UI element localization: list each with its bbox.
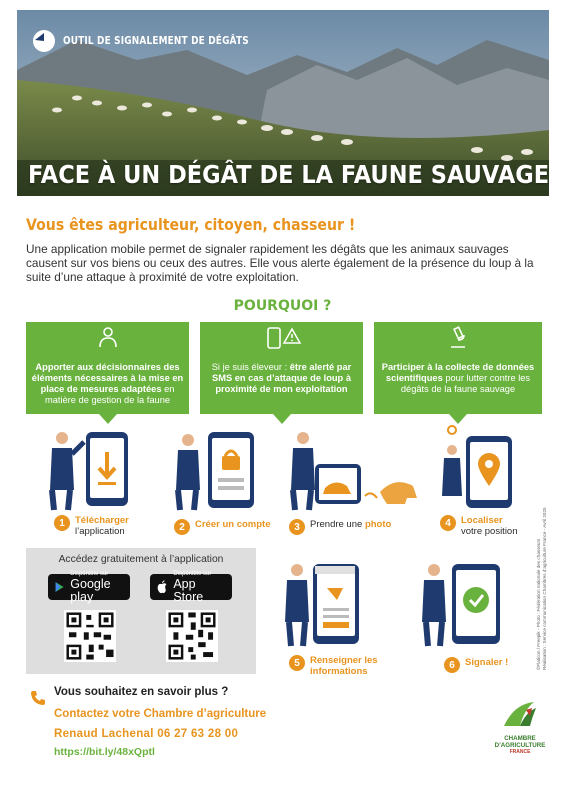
reason-box-alert	[200, 322, 363, 414]
logo-line-3: FRANCE	[509, 749, 531, 755]
intro-paragraph: Une application mobile permet de signaler rapidement les dégâts que les animaux sauvages causent sur vos biens ou ceux des autres. Elle vous alerte également de la présence du loup à la suite d’une attaque à proximité de votre exploitation.	[26, 242, 534, 284]
reason-box-science	[374, 322, 542, 414]
step-1-action: Télécharger	[75, 515, 129, 526]
tool-badge	[33, 30, 282, 52]
account-illustration	[170, 428, 270, 513]
reason-2-pre: Si je suis éleveur :	[211, 362, 290, 372]
step-number: 2	[174, 519, 190, 535]
step-fill-info	[289, 655, 390, 677]
logo-line-2: D’AGRICULTURE	[494, 742, 546, 749]
google-play-icon	[54, 580, 65, 594]
download-panel	[26, 548, 256, 674]
logo-mark-icon	[500, 700, 540, 730]
chambre-agriculture-logo	[488, 700, 552, 755]
download-illustration	[40, 428, 140, 513]
reason-3-bold: Participer à la collecte de données scientifiques	[381, 362, 535, 383]
why-heading: POURQUOI ?	[233, 298, 332, 314]
phone-icon	[30, 690, 46, 706]
reason-3-rest: pour lutter contre les dégâts de la faune sauvage	[400, 373, 531, 394]
phone-alert-icon	[262, 326, 302, 350]
step-locate	[440, 515, 518, 537]
decision-maker-icon	[98, 326, 118, 348]
step-report	[444, 657, 508, 673]
credits-line-2: Réalisation : Service communication Chambres d’agriculture France - Avril 2025	[542, 507, 547, 670]
step-3-action: photo	[364, 519, 392, 530]
contact-person-phone[interactable]: Renaud Lachenal 06 27 63 28 00	[54, 728, 239, 740]
credits-line-1: ©Flaticon / Freepik - Photo : Fédération nationale des chasseurs	[536, 538, 541, 670]
step-number: 3	[289, 519, 305, 535]
page-title: FACE À UN DÉGÂT DE LA FAUNE SAUVAGE	[28, 160, 549, 189]
step-1-text: l’application	[75, 526, 125, 537]
step-number: 5	[289, 655, 305, 671]
apple-big-text: App Store	[173, 576, 204, 604]
step-2-action: Créer un compte	[195, 519, 271, 530]
megaphone-icon	[33, 30, 55, 52]
reason-2-bold: être alerté par SMS en cas d’attaque de loup à proximité de mon exploitation	[212, 362, 352, 394]
step-photo	[289, 519, 391, 535]
form-illustration	[285, 560, 365, 650]
step-number: 6	[444, 657, 460, 673]
location-illustration	[438, 422, 528, 512]
download-panel-label: Accédez gratuitement à l’application	[58, 554, 224, 565]
report-illustration	[420, 560, 510, 650]
logo-line-1: CHAMBRE	[504, 735, 536, 742]
app-store-qr-code[interactable]	[166, 610, 218, 662]
hero-banner	[17, 10, 549, 196]
apple-small-text: Disponible sur	[173, 570, 212, 577]
photo-illustration	[285, 428, 425, 513]
google-small-text: Disponible sur	[70, 570, 109, 577]
reason-1-rest: en matière de gestion de la faune	[44, 384, 175, 405]
step-4-action: Localiser	[461, 515, 503, 526]
step-5-action: Renseigner les informations	[310, 655, 378, 677]
step-number: 4	[440, 515, 456, 531]
google-big-text: Google play	[70, 576, 111, 604]
reason-box-decision	[26, 322, 189, 414]
tool-tag: OUTIL DE SIGNALEMENT DE DÉGÂTS	[63, 35, 249, 47]
google-play-badge[interactable]	[48, 570, 130, 604]
apple-icon	[156, 580, 168, 594]
audience-heading: Vous êtes agriculteur, citoyen, chasseur !	[26, 215, 356, 234]
app-store-badge[interactable]	[150, 570, 232, 604]
microscope-icon	[447, 326, 469, 350]
step-6-action: Signaler !	[465, 657, 509, 668]
google-play-qr-code[interactable]	[64, 610, 116, 662]
reason-1-bold: Apporter aux décisionnaires des éléments nécessaires à la mise en place de mesures adaptées	[31, 362, 184, 394]
contact-chamber: Contactez votre Chambre d’agriculture	[54, 708, 267, 720]
info-link[interactable]: https://bit.ly/48xQptl	[54, 746, 155, 758]
step-4-text: votre position	[461, 526, 518, 537]
step-download	[54, 515, 129, 537]
step-number: 1	[54, 515, 70, 531]
step-create-account	[174, 519, 271, 535]
more-info-question: Vous souhaitez en savoir plus ?	[54, 686, 229, 698]
credits-text	[536, 430, 548, 670]
step-3-text: Prendre une	[310, 519, 365, 530]
